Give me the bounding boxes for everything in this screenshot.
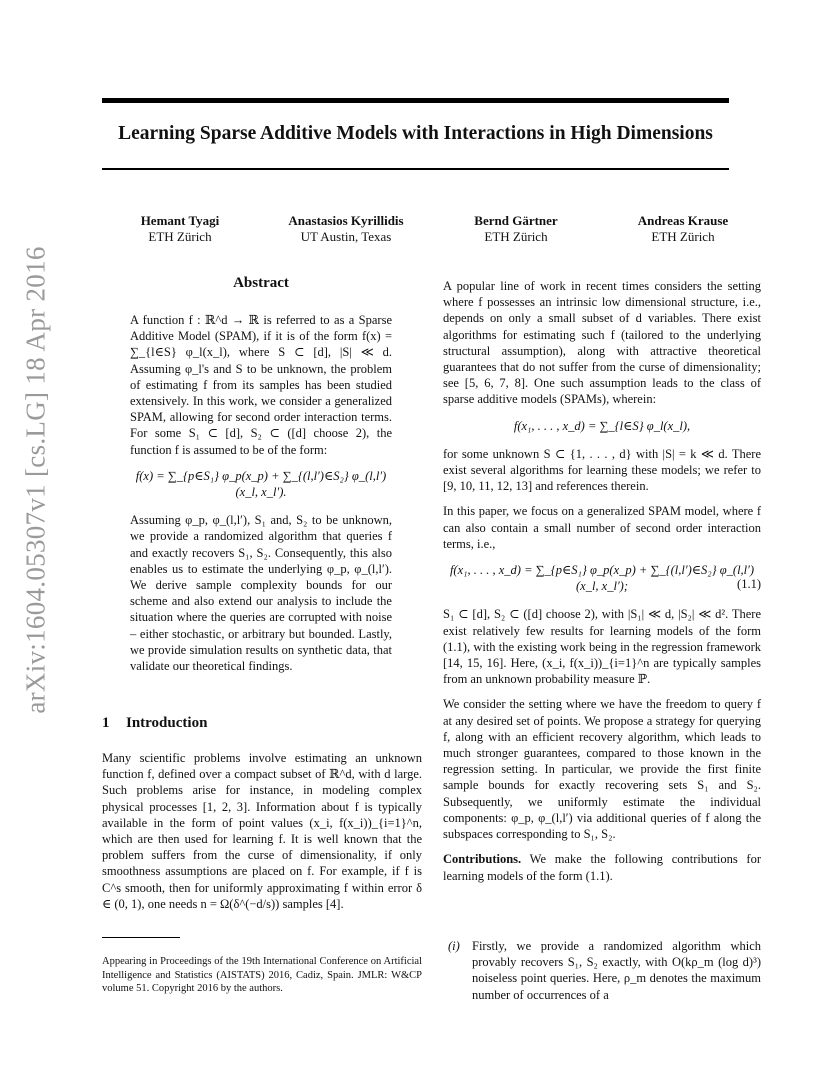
contribution-item xyxy=(448,938,761,1003)
generalized-spam-equation: f(x₁, . . . , x_d) = ∑_{p∈S₁} φ_p(x_p) + ∑_{(l,l′)∈S₂} φ_(l,l′)(x_l, x_l′); xyxy=(449,563,755,594)
section-heading-introduction xyxy=(102,715,207,732)
author-block xyxy=(431,213,601,245)
contributions-text: We make the following contributions for learning models of the form (1.1). xyxy=(443,852,761,883)
footnote-rule xyxy=(102,937,180,938)
right-paragraph: A popular line of work in recent times considers the setting where f possesses an intrinsic low dimensional structure, i.e., depends on only a small subset of d variables. There exist algorithms for estimating such f (tailored to the underlying structural assumption), along with attractive theoretical guarantees that do not suffer from the curse of dimensionality; see [5, 6, 7, 8]. One such assumption leads to the class of sparse additive models (SPAMs), wherein: xyxy=(443,279,761,407)
author-name: Hemant Tyagi xyxy=(140,213,220,228)
author-block xyxy=(598,213,768,245)
right-paragraph: S₁ ⊂ [d], S₂ ⊂ ([d] choose 2), with |S₁| ≪ d, |S₂| ≪ d². There exist relatively few results for learning models of the form (1.1), with the existing work being in the regression framework [14, 15, 16]. Here, (x_i, f(x_i))_{i=1}^n are typically samples from an unknown probability measure ℙ. xyxy=(443,607,761,687)
author-affiliation: ETH Zürich xyxy=(651,229,715,244)
section-title-text: Introduction xyxy=(126,715,208,731)
title-rule-bottom xyxy=(102,168,729,170)
author-affiliation: ETH Zürich xyxy=(148,229,212,244)
author-block xyxy=(261,213,431,245)
abstract-body xyxy=(130,312,392,674)
abstract-heading: Abstract xyxy=(233,275,289,291)
author-block xyxy=(95,213,265,245)
arxiv-identifier xyxy=(10,246,62,714)
paper-title: Learning Sparse Additive Models with Interactions in High Dimensions xyxy=(118,123,713,144)
contribution-item-text: Firstly, we provide a randomized algorithm which provably recovers S₁, S₂ exactly, with O(kρ_m (log d)³) noiseless point queries. Here, ρ_m denotes the maximum number of occurrences of a xyxy=(472,939,761,1002)
section-number: 1 xyxy=(102,715,110,731)
contributions-heading: Contributions. xyxy=(443,852,522,867)
author-name: Anastasios Kyrillidis xyxy=(288,213,404,228)
author-affiliation: UT Austin, Texas xyxy=(300,229,392,244)
author-name: Bernd Gärtner xyxy=(474,213,558,228)
title-rule-top xyxy=(102,98,729,103)
equation-number: (1.1) xyxy=(737,577,761,592)
right-paragraph: for some unknown S ⊂ {1, . . . , d} with |S| = k ≪ d. There exist several algorithms for learning these models; we refer to [9, 10, 11, 12, 13] and references therein. xyxy=(443,446,761,494)
abstract-equation: f(x) = ∑_{p∈S₁} φ_p(x_p) + ∑_{(l,l′)∈S₂} φ_(l,l′)(x_l, x_l′). xyxy=(135,468,387,500)
introduction-body xyxy=(102,750,422,912)
spam-equation: f(x₁, . . . , x_d) = ∑_{l∈S} φ_l(x_l), xyxy=(513,418,691,433)
contributions-paragraph xyxy=(443,851,761,883)
abstract-paragraph: A function f : ℝ^d → ℝ is referred to as a Sparse Additive Model (SPAM), if it is of the form f(x) = ∑_{l∈S} φ_l(x_l), where S ⊂ [d], |S| ≪ d. Assuming φ_l's and S to be unknown, the problem of estimating f from its samples has been studied extensively. In this work, we consider a generalized SPAM, allowing for second order interaction terms. For some S₁ ⊂ [d], S₂ ⊂ ([d] choose 2), the function f is assumed to be of the form: xyxy=(130,313,392,457)
abstract-paragraph: Assuming φ_p, φ_(l,l′), S₁ and, S₂ to be unknown, we provide a randomized algorithm that queries f and exactly recovers S₁, S₂. Consequently, this also enables us to estimate the underlying φ_p, φ_(l,l′). We derive sample complexity bounds for our scheme and also extend our analysis to include the situation where the queries are corrupted with noise – either stochastic, or arbitrary but bounded. Lastly, we provide simulation results on synthetic data, that validate our theoretical findings. xyxy=(130,513,392,674)
right-paragraph: We consider the setting where we have the freedom to query f at any desired set of points. We propose a strategy for querying f, along with an efficient recovery algorithm, which leads to much stronger guarantees, compared to those known in the regression setting. In particular, we provide the first finite sample bounds for exactly recovering sets S₁ and S₂. Subsequently, we uniformly estimate the individual components: φ_p, φ_(l,l′) via additional queries of f along the subspaces corresponding to S₁, S₂. xyxy=(443,697,761,842)
intro-paragraph: Many scientific problems involve estimating an unknown function f, defined over a compact subset of ℝ^d, with d large. Such problems arise for instance, in modeling complex physical processes [1, 2, 3]. Information about f is typically available in the form of point values (x_i, f(x_i))_{i=1}^n, which are then used for learning f. It is well known that the problem suffers from the curse of dimensionality, if only smoothness assumptions are placed on f. For example, if f is C^s smooth, then for uniformly approximating f within error δ ∈ (0, 1), one needs n = Ω(δ^(−d/s)) samples [4]. xyxy=(102,751,422,911)
right-paragraph: In this paper, we focus on a generalized SPAM model, where f can also contain a small number of second order interaction terms, i.e., xyxy=(443,504,761,551)
equation-1-1 xyxy=(443,562,761,594)
footnote: Appearing in Proceedings of the 19th International Conference on Artificial Intelligence and Statistics (AISTATS) 2016, Cadiz, Spain. JMLR: W&CP volume 51. Copyright 2016 by the authors. xyxy=(102,956,422,994)
arxiv-identifier-text: arXiv:1604.05307v1 [cs.LG] 18 Apr 2016 xyxy=(20,246,51,714)
right-column xyxy=(443,278,761,884)
list-marker: (i) xyxy=(448,939,460,953)
author-affiliation: ETH Zürich xyxy=(484,229,548,244)
author-name: Andreas Krause xyxy=(637,213,729,228)
